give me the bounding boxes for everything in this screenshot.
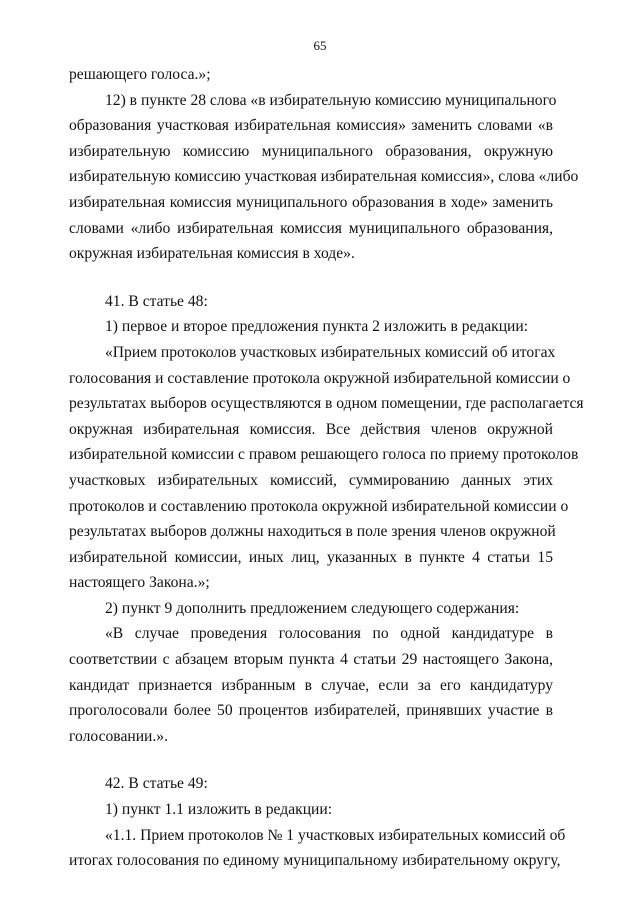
text-line: 1) первое и второе предложения пункта 2 изложить в редакции: bbox=[105, 318, 529, 336]
text-line: «Прием протоколов участковых избирательных комиссий об итогах bbox=[105, 343, 556, 361]
text-line: «1.1. Прием протоколов № 1 участковых избирательных комиссий об bbox=[105, 826, 566, 844]
paragraph bbox=[69, 771, 553, 797]
text-line: кандидат признается избранным в случае, если за его кандидатуру bbox=[69, 676, 553, 694]
text-line: 12) в пункте 28 слова «в избирательную комиссию муниципального bbox=[105, 91, 557, 109]
text-line: образования участковая избирательная комиссия» заменить словами «в bbox=[69, 117, 553, 135]
paragraph bbox=[69, 621, 553, 749]
text-line: протоколов и составлению протокола окружной избирательной комиссии о bbox=[69, 497, 569, 515]
text-line: избирательную комиссию участковая избирательная комиссия», слова «либо bbox=[69, 168, 579, 186]
paragraph bbox=[69, 823, 566, 874]
text-line: 2) пункт 9 дополнить предложением следующего содержания: bbox=[105, 599, 520, 617]
paragraph bbox=[69, 62, 553, 88]
text-line: проголосовали более 50 процентов избирателей, принявших участие в bbox=[69, 702, 553, 720]
text-line: настоящего Закона.»; bbox=[69, 574, 210, 592]
paragraph bbox=[69, 88, 579, 267]
document-body bbox=[69, 62, 584, 874]
text-line: избирательная комиссия муниципального образования в ходе» заменить bbox=[69, 193, 553, 211]
text-line: окружная избирательная комиссия в ходе». bbox=[69, 245, 355, 263]
text-line: словами «либо избирательная комиссия муниципального образования, bbox=[69, 219, 553, 237]
text-line: 1) пункт 1.1 изложить в редакции: bbox=[105, 801, 333, 819]
text-line: участковых избирательных комиссий, суммированию данных этих bbox=[69, 471, 553, 489]
text-line: 41. В статье 48: bbox=[105, 292, 208, 310]
text-line: соответствии с абзацем вторым пункта 4 статьи 29 настоящего Закона, bbox=[69, 651, 553, 669]
paragraph bbox=[69, 340, 584, 596]
page-number: 65 bbox=[313, 38, 327, 53]
text-line: избирательной комиссии с правом решающего голоса по приему протоколов bbox=[69, 446, 579, 464]
paragraph bbox=[69, 797, 553, 823]
text-line: решающего голоса.»; bbox=[69, 66, 211, 83]
text-line: избирательную комиссию муниципального образования, окружную bbox=[69, 142, 553, 160]
paragraph-gap bbox=[69, 267, 553, 289]
text-line: результатах выборов осуществляются в одном помещении, где располагается bbox=[69, 395, 584, 413]
text-line: «В случае проведения голосования по одной кандидатуре в bbox=[105, 625, 553, 643]
text-line: итогах голосования по единому муниципальному избирательному округу, bbox=[69, 852, 561, 870]
paragraph bbox=[69, 289, 553, 315]
paragraph-gap bbox=[69, 749, 553, 771]
text-line: окружная избирательная комиссия. Все действия членов окружной bbox=[69, 420, 553, 438]
text-line: избирательной комиссии, иных лиц, указанных в пункте 4 статьи 15 bbox=[69, 548, 553, 566]
text-line: голосования и составление протокола окружной избирательной комиссии о bbox=[69, 369, 571, 387]
text-line: 42. В статье 49: bbox=[105, 775, 208, 793]
paragraph bbox=[69, 314, 553, 340]
paragraph bbox=[69, 596, 553, 622]
text-line: результатах выборов должны находиться в поле зрения членов окружной bbox=[69, 523, 556, 541]
text-line: голосовании.». bbox=[69, 727, 168, 745]
